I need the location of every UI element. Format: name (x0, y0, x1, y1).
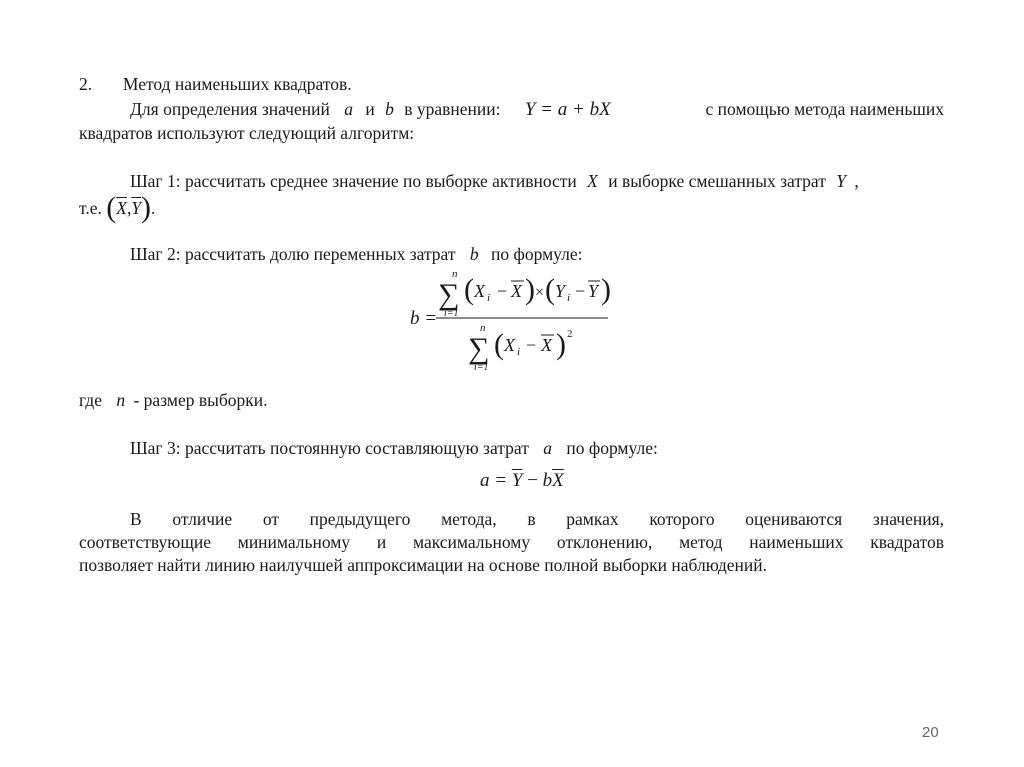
num-paren-close: ) (525, 273, 535, 306)
den-power: 2 (567, 328, 573, 340)
num-y-sub: i (567, 292, 571, 304)
step2-var-b: b (469, 244, 479, 264)
den-paren-close: ) (556, 328, 566, 361)
num-xbar: X (511, 281, 522, 301)
num-y: Y (555, 281, 566, 301)
num-sigma: ∑ (438, 278, 460, 311)
step2-text: Шаг 2: рассчитать долю переменных затрат (130, 244, 456, 264)
page-number: 20 (922, 724, 939, 741)
tuple-end: . (151, 198, 156, 218)
regression-equation: Y = a + bX (524, 99, 611, 120)
formula-a (480, 469, 564, 492)
intro-and: и (365, 99, 375, 119)
num-minus-1: − (497, 281, 508, 301)
intro-line-1 (130, 98, 944, 121)
tuple-open-paren: ( (106, 191, 117, 224)
formula-a-xbar: $\overline{X}$ (552, 470, 564, 491)
num-minus-2: − (575, 281, 586, 301)
num-paren-close-2: ) (601, 273, 611, 306)
var-b: b (385, 99, 394, 119)
tuple-x-mean: $\overline{X}$ (116, 198, 127, 218)
tuple-close-paren: ) (141, 191, 152, 224)
num-paren-open: ( (464, 273, 474, 306)
intro-line-2: квадратов используют следующий алгоритм: (79, 123, 415, 143)
den-sigma: ∑ (468, 332, 490, 365)
step3-text-2: по формуле: (566, 438, 658, 458)
step2-line (130, 243, 583, 266)
step1-text-2: и выборке смешанных затрат (608, 171, 826, 191)
var-x: X (587, 171, 598, 191)
step3-line (130, 437, 658, 460)
conclusion-line-1: В отличие от предыдущего метода, в рамках которого оцениваются значения, (130, 509, 944, 529)
num-ybar: Y (588, 281, 599, 301)
den-sum-top: n (480, 322, 486, 334)
den-sum-bottom: i=1 (474, 362, 489, 373)
den-paren-open: ( (494, 328, 504, 361)
step2-text-2: по формуле: (491, 244, 583, 264)
den-xbar: X (541, 335, 552, 355)
num-times: × (535, 284, 545, 301)
step3-var-a: a (543, 438, 552, 458)
intro-text-1: Для определения значений (130, 99, 330, 119)
step1-text-1: Шаг 1: рассчитать среднее значение по выборке активности (130, 171, 577, 191)
den-minus: − (526, 335, 537, 355)
tuple-y-mean: $\overline{Y}$ (131, 198, 142, 218)
formula-b-lhs: b = (410, 308, 438, 329)
var-y: Y (836, 171, 846, 191)
var-n: n (116, 390, 126, 410)
num-paren-open-2: ( (545, 273, 555, 306)
formula-a-lhs: a = (480, 470, 508, 491)
intro-text-2: в уравнении: (404, 99, 501, 119)
step1-comma: , (854, 171, 859, 191)
section-heading (79, 73, 352, 96)
num-x: X (474, 281, 485, 301)
var-a: a (344, 99, 353, 119)
den-x: X (504, 335, 515, 355)
step1-ie: т.е. (79, 198, 102, 218)
formula-a-ybar: $\overline{Y}$ (511, 470, 523, 491)
formula-b (400, 266, 620, 378)
num-x-sub: i (487, 292, 491, 304)
num-sum-top: n (452, 268, 458, 280)
section-number: 2. (79, 74, 93, 94)
where-description: - размер выборки. (133, 390, 268, 410)
formula-a-minus: − (527, 470, 538, 491)
conclusion-line-3: позволяет найти линию наилучшей аппроксимации на основе полной выборки наблюдений. (79, 555, 768, 575)
den-x-sub: i (517, 346, 521, 358)
where-line (79, 389, 268, 412)
intro-text-3: с помощью метода наименьших (705, 99, 944, 119)
section-title: Метод наименьших квадратов. (122, 74, 352, 94)
step1-line-2 (79, 191, 156, 224)
where-text: где (79, 390, 102, 410)
step1-line-1 (130, 170, 944, 193)
num-sum-bottom: i=1 (444, 308, 459, 319)
tuple-sep: , (126, 198, 132, 218)
step3-text: Шаг 3: рассчитать постоянную составляющую затрат (130, 438, 529, 458)
formula-a-b: b (542, 470, 553, 491)
conclusion-line-2: соответствующие минимальному и максимальному отклонению, метод наименьших квадратов (79, 532, 944, 552)
